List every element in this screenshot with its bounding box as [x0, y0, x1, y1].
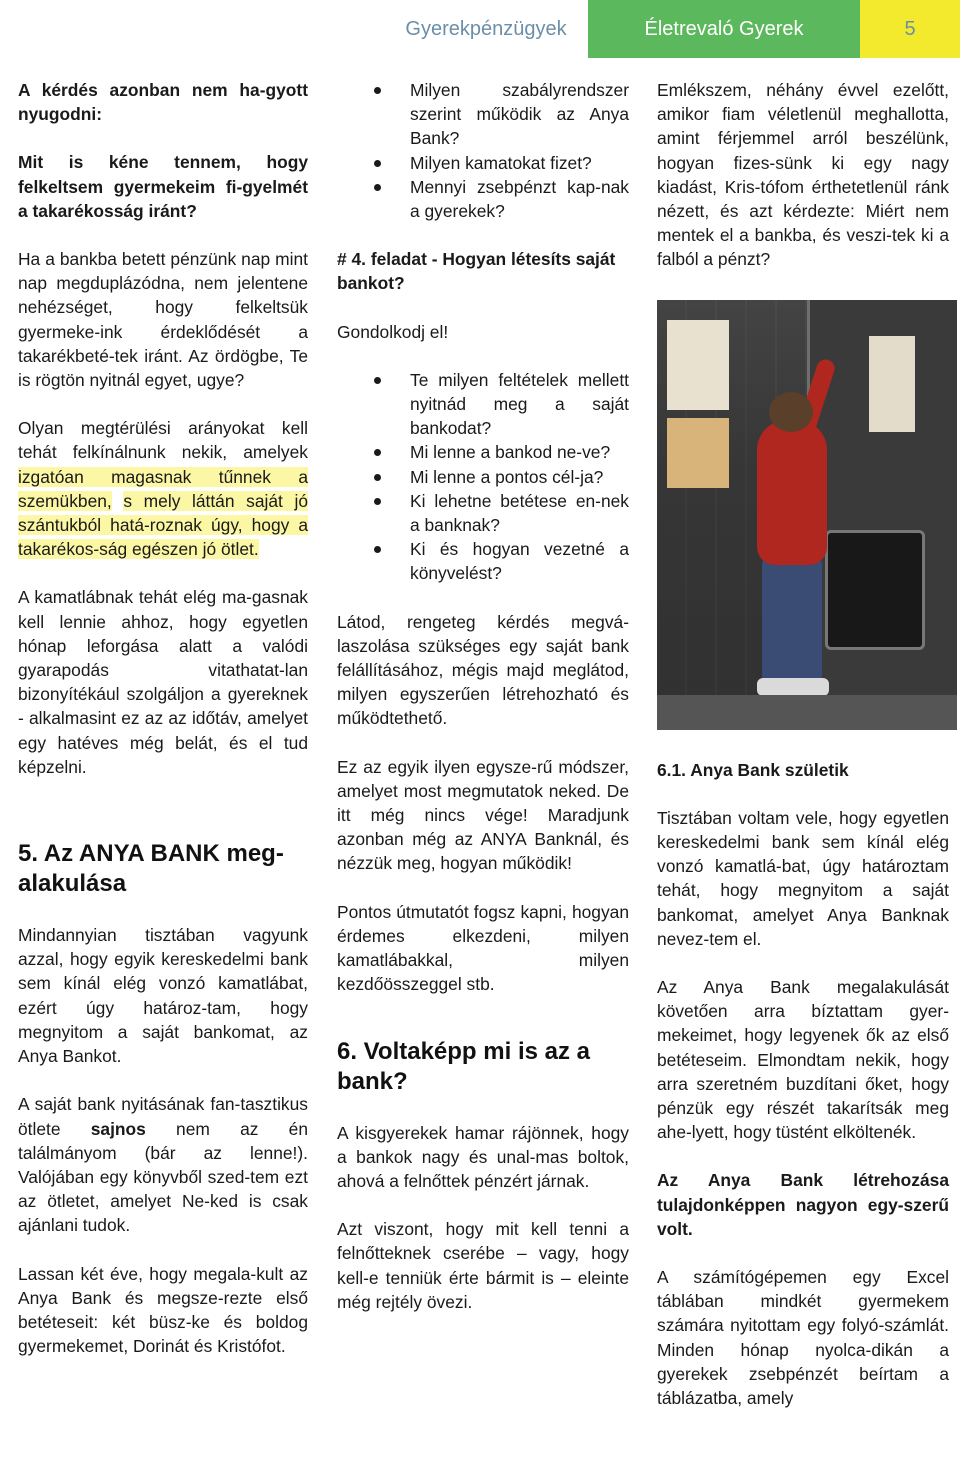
highlight-paragraph	[18, 416, 308, 561]
section-heading-5: 5. Az ANYA BANK meg-alakulása	[18, 840, 284, 898]
highlighted-text: izgatóan magasnak tűnnek a szemükben,	[18, 466, 308, 511]
body-paragraph: Az Anya Bank megalakulását követően arra bíztattam gyer-mekeimet, hogy legyenek ők az első betéteseim. Elmondtam nekik, hogy arra szeretném buzdítani őket, hogy pénzük egy részét takarítsák meg ahe-lyett, hogy tüstént elköltenék.	[657, 977, 949, 1143]
child-at-atm-photo	[657, 300, 957, 730]
bold-text: sajnos	[90, 1118, 146, 1139]
list-item: Mi lenne a pontos cél-ja?	[337, 465, 629, 489]
task-heading: # 4. feladat - Hogyan létesíts saját bankot?	[337, 249, 616, 294]
list-item: Mi lenne a bankod ne-ve?	[337, 440, 629, 464]
column-middle	[337, 78, 629, 1314]
task-question-list	[337, 368, 629, 586]
body-paragraph: Mindannyian tisztában vagyunk azzal, hogy egyik kereskedelmi bank sem kínál elég vonzó kamatlábat, ezért úgy határoz-tam, hogy megnyitom a saját bankomat, az Anya Bankot.	[18, 925, 308, 1067]
list-item: Milyen kamatokat fizet?	[337, 151, 629, 175]
body-paragraph	[18, 1092, 308, 1237]
list-item: Ki lehetne betétese en-nek a banknak?	[337, 489, 629, 537]
list-item: Te milyen feltételek mellett nyitnád meg a saját bankodat?	[337, 368, 629, 441]
question-paragraph: Mit is kéne tennem, hogy felkeltsem gyermekeim fi-gyelmét a takarékosság iránt?	[18, 152, 308, 221]
body-paragraph: Látod, rengeteg kérdés megvá-laszolása szükséges egy saját bank felállításához, mégis majd meglátod, milyen egyszerűen létrehozható és működtethető.	[337, 611, 629, 729]
page-number: 5	[860, 0, 960, 58]
list-item: Ki és hogyan vezetné a könyvelést?	[337, 537, 629, 585]
section-heading-6: 6. Voltaképp mi is az a bank?	[337, 1037, 590, 1095]
text-span: Olyan megtérülési arányokat kell tehát felkínálnunk nekik, amelyek	[18, 418, 308, 463]
list-item: Mennyi zsebpénzt kap-nak a gyerekek?	[337, 175, 629, 223]
body-paragraph: A számítógépemen egy Excel táblában mindkét gyermekem számára nyitottam egy folyó-számlát. Minden hónap nyolca-dikán a gyerekek zsebpénzét beírtam a táblázatba, amely	[657, 1267, 949, 1409]
body-paragraph: Ez az egyik ilyen egysze-rű módszer, amelyet most megmutatok neked. De itt még nincs vége! Maradjunk azonban még az ANYA Banknál, és nézzük meg, hogyan működik!	[337, 756, 629, 874]
body-paragraph: Azt viszont, hogy mit kell tenni a felnőtteknek cserébe – vagy, hogy kell-e tenniük érte bármit is – eleinte még rejtély övezi.	[337, 1219, 629, 1312]
intro-paragraph: A kérdés azonban nem ha-gyott nyugodni:	[18, 80, 308, 125]
highlighted-text: s mely láttán saját jó szántukból hatá-roznak úgy, hogy a takarékos-ság egészen jó ötlet.	[18, 490, 308, 560]
text-span	[112, 491, 124, 511]
think-prompt: Gondolkodj el!	[337, 321, 449, 342]
question-list	[337, 78, 629, 223]
body-paragraph: Lassan két éve, hogy megala-kult az Anya Bank és megsze-rezte első betéteseit: két büsz-ke és boldog gyermekemet, Dorinát és Kristófot.	[18, 1263, 308, 1357]
text-span: A saját bank nyitásának fan-tasztikus ötlete	[18, 1094, 308, 1139]
body-paragraph: Emlékszem, néhány évvel ezelőtt, amikor fiam véletlenül meghallotta, amint férjemmel arról beszélünk, hogyan fizes-sünk ki egy nagy kiadást, Kris-tófom érthetetlenül ránk nézett, és azt kérdezte: Miért nem mentek el a bankba, és veszi-tek ki a falból a pénzt?	[657, 80, 949, 270]
header-category: Gyerekpénzügyek	[384, 0, 588, 58]
body-paragraph: A kisgyerekek hamar rájönnek, hogy a bankok nagy és unal-mas boltok, ahová a felnőttek pénzért járnak.	[337, 1122, 629, 1191]
body-paragraph: Tisztában voltam vele, hogy egyetlen kereskedelmi bank sem kínál elég vonzó kamatlá-bat, úgy határoztam tehát, hogy megnyitom a saját bankomat, amelyet Anya Banknak nevez-tem el.	[657, 807, 949, 949]
body-paragraph: Pontos útmutatót fogsz kapni, hogyan érdemes elkezdeni, milyen kamatlábakkal, milyen kezdőösszeggel stb.	[337, 901, 629, 995]
bold-paragraph: Az Anya Bank létrehozása tulajdonképpen nagyon egy-szerű volt.	[657, 1170, 949, 1239]
body-paragraph: Ha a bankba betett pénzünk nap mint nap megduplázódna, nem jelentene nehézséget, hogy felkeltsük gyermeke-ink érdeklődését a takarékbeté-tek iránt. Az ördögbe, Te is rögtön nyitnál egyet, ugye?	[18, 249, 308, 391]
subsection-heading: 6.1. Anya Bank születik	[657, 759, 849, 780]
list-item: Milyen szabályrendszer szerint működik az Anya Bank?	[337, 78, 629, 151]
text-span: nem az én találmányom (bár az lenne!). Valójában egy könyvből szed-tem ezt az ötletet, amelyet Ne-ked is csak ajánlani tudok.	[18, 1118, 308, 1236]
page-header	[0, 0, 960, 58]
column-right	[657, 78, 949, 1410]
header-title: Életrevaló Gyerek	[588, 0, 860, 58]
column-left	[18, 78, 308, 1358]
body-paragraph: A kamatlábnak tehát elég ma-gasnak kell lennie ahhoz, hogy egyetlen hónap leforgása alatt a valódi gyarapodás vitathatat-lan bizonyítékául szolgáljon a gyereknek - alkalmasint ez az az időtáv, amelyet egy hatéves még belát, és el tud képzelni.	[18, 587, 308, 777]
